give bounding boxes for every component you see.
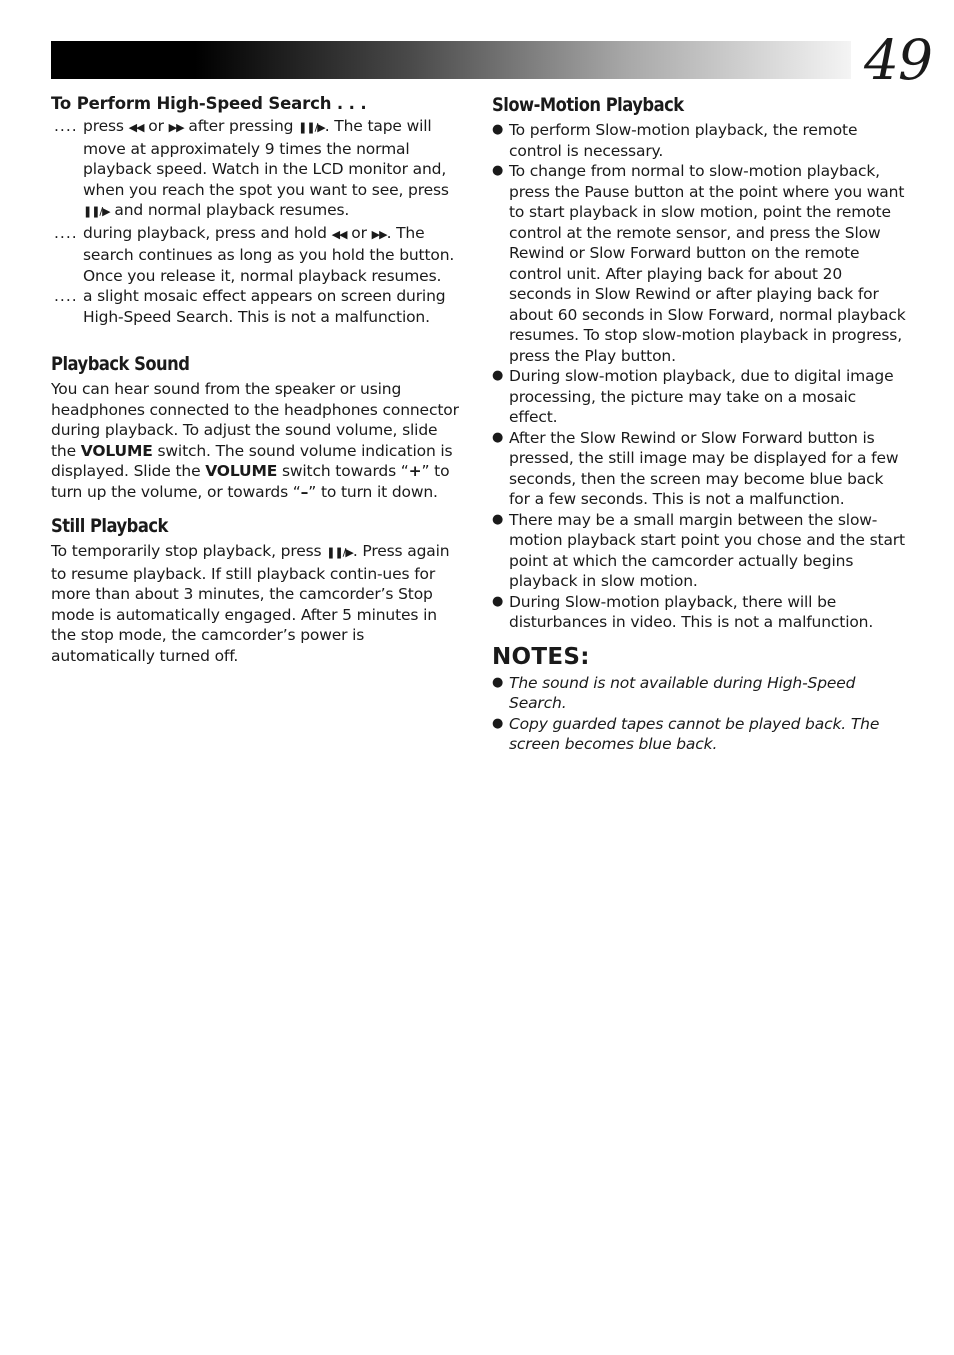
bullet-icon: ● bbox=[492, 163, 504, 178]
pause-play-icon: ❚❚/▶ bbox=[326, 546, 353, 559]
right-column bbox=[492, 93, 906, 755]
header-gradient-bar bbox=[51, 41, 851, 79]
list-item bbox=[492, 510, 906, 592]
playback-sound-heading: Playback Sound bbox=[51, 353, 190, 375]
text-run: switch. The sound volume indication is displayed. Slide the bbox=[51, 441, 453, 480]
slow-motion-list bbox=[492, 120, 906, 633]
bullet-icon: ● bbox=[492, 511, 504, 527]
left-column bbox=[51, 93, 463, 666]
text-run: switch towards “ bbox=[277, 462, 409, 480]
dot-leader: .... bbox=[54, 223, 78, 242]
text-run: ” to turn up the volume, or towards “ bbox=[51, 462, 450, 501]
item-text: During Slow-motion playback, there will be disturbances in video. This is not a malfunction. bbox=[509, 592, 874, 631]
item-text: To perform Slow-motion playback, the remote control is necessary. bbox=[509, 121, 858, 160]
step-text: . The search continues as long as you hold the button. Once you release it, normal playback resumes. bbox=[83, 223, 455, 285]
plus-symbol: + bbox=[408, 462, 422, 480]
search-steps bbox=[51, 116, 463, 327]
rewind-icon: ◀◀ bbox=[128, 121, 144, 134]
bullet-icon: ● bbox=[492, 368, 504, 383]
bullet-icon: ● bbox=[492, 674, 504, 690]
step-text: or bbox=[346, 223, 372, 242]
dot-leader: .... bbox=[54, 287, 78, 305]
notes-heading: NOTES: bbox=[492, 643, 590, 670]
note-text: Copy guarded tapes cannot be played back. The screen becomes blue back. bbox=[509, 714, 880, 753]
search-heading: To Perform High-Speed Search . . . bbox=[51, 94, 367, 113]
pause-play-icon: ❚❚/▶ bbox=[298, 121, 325, 134]
step-text: . The tape will move at approximately 9 times the normal playback speed. Watch in the LCD monitor and, when you reach the spot you want to see, press bbox=[83, 117, 449, 199]
pause-play-icon: ❚❚/▶ bbox=[83, 205, 110, 218]
minus-symbol: – bbox=[300, 482, 309, 501]
list-item bbox=[492, 120, 906, 161]
step-text: press bbox=[83, 117, 129, 135]
step-text: or bbox=[143, 117, 169, 135]
step-text: after pressing bbox=[183, 117, 299, 135]
fast-forward-icon: ▶▶ bbox=[371, 227, 387, 241]
playback-sound-text bbox=[51, 379, 463, 502]
fast-forward-icon: ▶▶ bbox=[168, 121, 184, 134]
still-playback-heading: Still Playback bbox=[51, 515, 168, 537]
item-text: After the Slow Rewind or Slow Forward button is pressed, the still image may be displayed for a few seconds, then the screen may become blue back for a few seconds. This is not a malfunction. bbox=[509, 428, 899, 508]
item-text: During slow-motion playback, due to digital image processing, the picture may take on a mosaic effect. bbox=[509, 367, 894, 426]
bullet-icon: ● bbox=[492, 122, 504, 137]
note-item bbox=[492, 673, 906, 714]
text-run: ” to turn it down. bbox=[308, 482, 438, 501]
page-number: 49 bbox=[864, 28, 932, 92]
still-playback-text bbox=[51, 541, 463, 666]
list-item bbox=[492, 366, 906, 428]
search-step bbox=[51, 116, 463, 223]
search-step bbox=[51, 223, 463, 287]
bullet-icon: ● bbox=[492, 715, 504, 731]
list-item bbox=[492, 428, 906, 510]
list-item bbox=[492, 592, 906, 633]
step-text: and normal playback resumes. bbox=[109, 201, 350, 219]
step-text: during playback, press and hold bbox=[83, 223, 332, 242]
notes-list bbox=[492, 673, 906, 755]
volume-label: VOLUME bbox=[80, 441, 153, 460]
item-text: There may be a small margin between the slow-motion playback start point you chose and the start point at which the camcorder actually begins playback in slow motion. bbox=[509, 510, 905, 590]
text-run: To temporarily stop playback, press bbox=[51, 542, 327, 560]
step-text: a slight mosaic effect appears on screen during High-Speed Search. This is not a malfunction. bbox=[83, 287, 446, 326]
list-item bbox=[492, 161, 906, 366]
slow-motion-heading: Slow-Motion Playback bbox=[492, 94, 684, 116]
search-step bbox=[51, 286, 463, 327]
volume-label: VOLUME bbox=[205, 462, 278, 480]
bullet-icon: ● bbox=[492, 429, 504, 445]
note-text: The sound is not available during High-Speed Search. bbox=[509, 673, 856, 712]
dot-leader: .... bbox=[54, 117, 78, 135]
note-item bbox=[492, 714, 906, 755]
text-run: You can hear sound from the speaker or using headphones connected to the headphones connector during playback. To adjust the sound volume, slide the bbox=[51, 380, 459, 460]
bullet-icon: ● bbox=[492, 593, 504, 609]
item-text: To change from normal to slow-motion playback, press the Pause button at the point where you want to start playback in slow motion, point the remote control at the remote sensor, and press the Slow Rewind or Slow Forward button on the remote control unit. After playing back for about 20 seconds in Slow Rewind or after playing back for about 60 seconds in Slow Forward, normal playback resumes. To stop slow-motion playback in progress, press the Play button. bbox=[509, 162, 906, 365]
rewind-icon: ◀◀ bbox=[331, 227, 347, 241]
text-run: . Press again to resume playback. If still playback contin-ues for more than about 3 minutes, the camcorder’s Stop mode is automatically engaged. After 5 minutes in the stop mode, the camcorder’s power is automatically turned off. bbox=[51, 542, 450, 665]
